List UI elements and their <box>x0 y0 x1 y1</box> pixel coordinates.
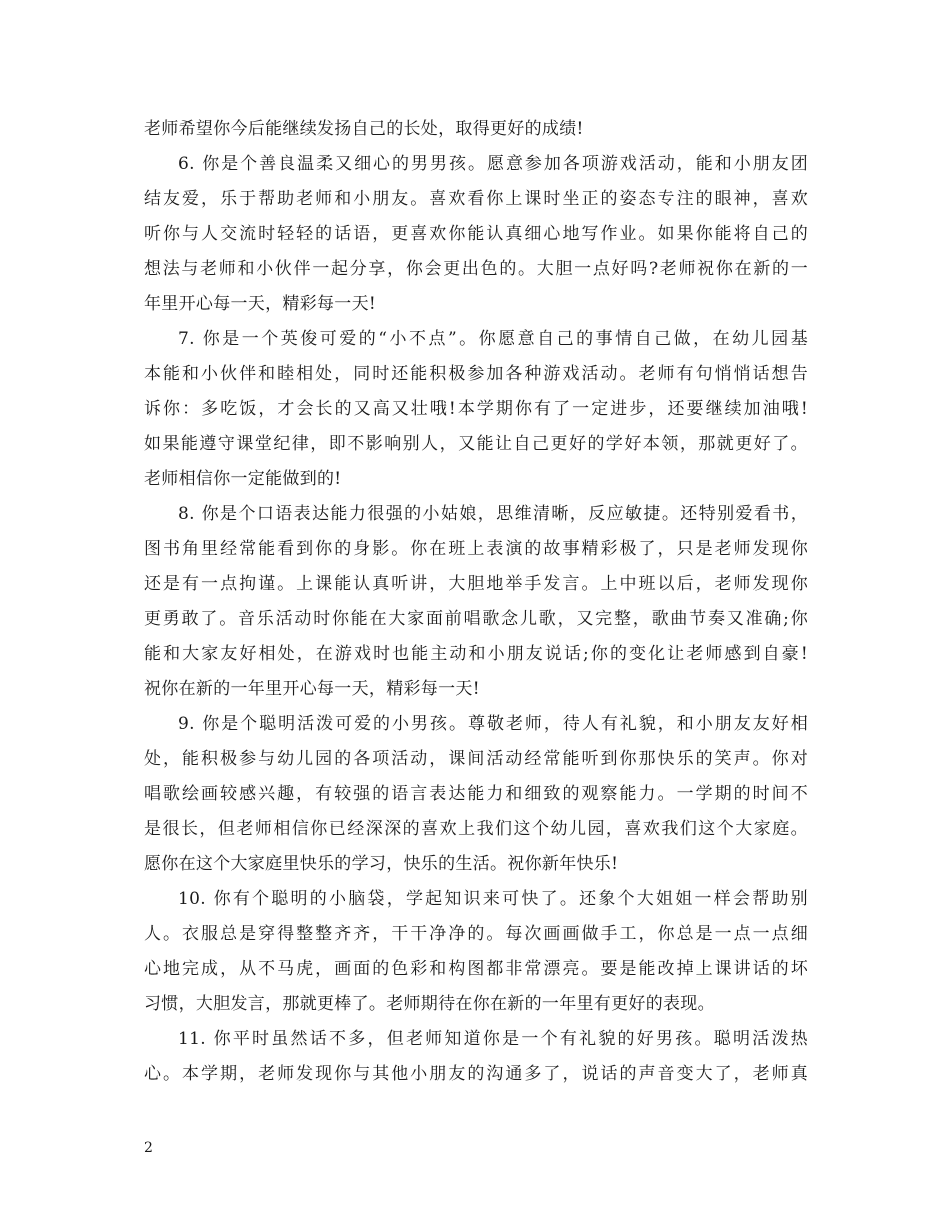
text-line: 7. 你是一个英俊可爱的“小不点”。你愿意自己的事情自己做，在幼儿园基 <box>178 329 808 349</box>
text-line: 心。本学期，老师发现你与其他小朋友的沟通多了，说话的声音变大了，老师真 <box>144 1064 808 1084</box>
paragraph <box>144 147 808 322</box>
text-line: 老师希望你今后能继续发扬自己的长处，取得更好的成绩! <box>144 119 584 139</box>
paragraph <box>144 882 808 1022</box>
text-line: 诉你：多吃饭，才会长的又高又壮哦!本学期你有了一定进步，还要继续加油哦! <box>144 399 808 419</box>
paragraph <box>144 322 808 497</box>
document-body <box>144 112 808 1092</box>
text-line: 人。衣服总是穿得整整齐齐，干干净净的。每次画画做手工，你总是一点一点细 <box>144 924 808 944</box>
paragraph <box>144 707 808 882</box>
text-line: 8. 你是个口语表达能力很强的小姑娘，思维清晰，反应敏捷。还特别爱看书， <box>178 504 808 524</box>
text-line: 9. 你是个聪明活泼可爱的小男孩。尊敬老师，待人有礼貌，和小朋友友好相 <box>178 714 808 734</box>
text-line: 10. 你有个聪明的小脑袋，学起知识来可快了。还象个大姐姐一样会帮助别 <box>178 889 808 909</box>
text-line: 图书角里经常能看到你的身影。你在班上表演的故事精彩极了，只是老师发现你 <box>144 539 808 559</box>
text-line: 如果能遵守课堂纪律，即不影响别人，又能让自己更好的学好本领，那就更好了。 <box>144 434 808 454</box>
text-line: 老师相信你一定能做到的! <box>144 469 342 489</box>
text-line: 听你与人交流时轻轻的话语，更喜欢你能认真细心地写作业。如果你能将自己的 <box>144 224 808 244</box>
text-line: 唱歌绘画较感兴趣，有较强的语言表达能力和细致的观察能力。一学期的时间不 <box>144 784 808 804</box>
text-line: 结友爱，乐于帮助老师和小朋友。喜欢看你上课时坐正的姿态专注的眼神，喜欢 <box>144 189 808 209</box>
text-line: 想法与老师和小伙伴一起分享，你会更出色的。大胆一点好吗?老师祝你在新的一 <box>144 259 808 279</box>
paragraph <box>144 1022 808 1092</box>
page-number: 2 <box>144 1140 153 1156</box>
text-line: 年里开心每一天，精彩每一天! <box>144 294 377 314</box>
text-line: 11. 你平时虽然话不多，但老师知道你是一个有礼貌的好男孩。聪明活泼热 <box>178 1029 808 1049</box>
text-line: 是很长，但老师相信你已经深深的喜欢上我们这个幼儿园，喜欢我们这个大家庭。 <box>144 819 808 839</box>
paragraph <box>144 112 808 147</box>
text-line: 本能和小伙伴和睦相处，同时还能积极参加各种游戏活动。老师有句悄悄话想告 <box>144 364 808 384</box>
text-line: 习惯，大胆发言，那就更棒了。老师期待在你在新的一年里有更好的表现。 <box>144 994 715 1014</box>
text-line: 处，能积极参与幼儿园的各项活动，课间活动经常能听到你那快乐的笑声。你对 <box>144 749 808 769</box>
text-line: 6. 你是个善良温柔又细心的男男孩。愿意参加各项游戏活动，能和小朋友团 <box>178 154 808 174</box>
text-line: 愿你在这个大家庭里快乐的学习，快乐的生活。祝你新年快乐! <box>144 854 619 874</box>
text-line: 心地完成，从不马虎，画面的色彩和构图都非常漂亮。要是能改掉上课讲话的坏 <box>144 959 808 979</box>
paragraph <box>144 497 808 707</box>
text-line: 更勇敢了。音乐活动时你能在大家面前唱歌念儿歌，又完整，歌曲节奏又准确;你 <box>144 609 808 629</box>
text-line: 还是有一点拘谨。上课能认真听讲，大胆地举手发言。上中班以后，老师发现你 <box>144 574 808 594</box>
text-line: 祝你在新的一年里开心每一天，精彩每一天! <box>144 679 480 699</box>
text-line: 能和大家友好相处，在游戏时也能主动和小朋友说话;你的变化让老师感到自豪! <box>144 644 808 664</box>
